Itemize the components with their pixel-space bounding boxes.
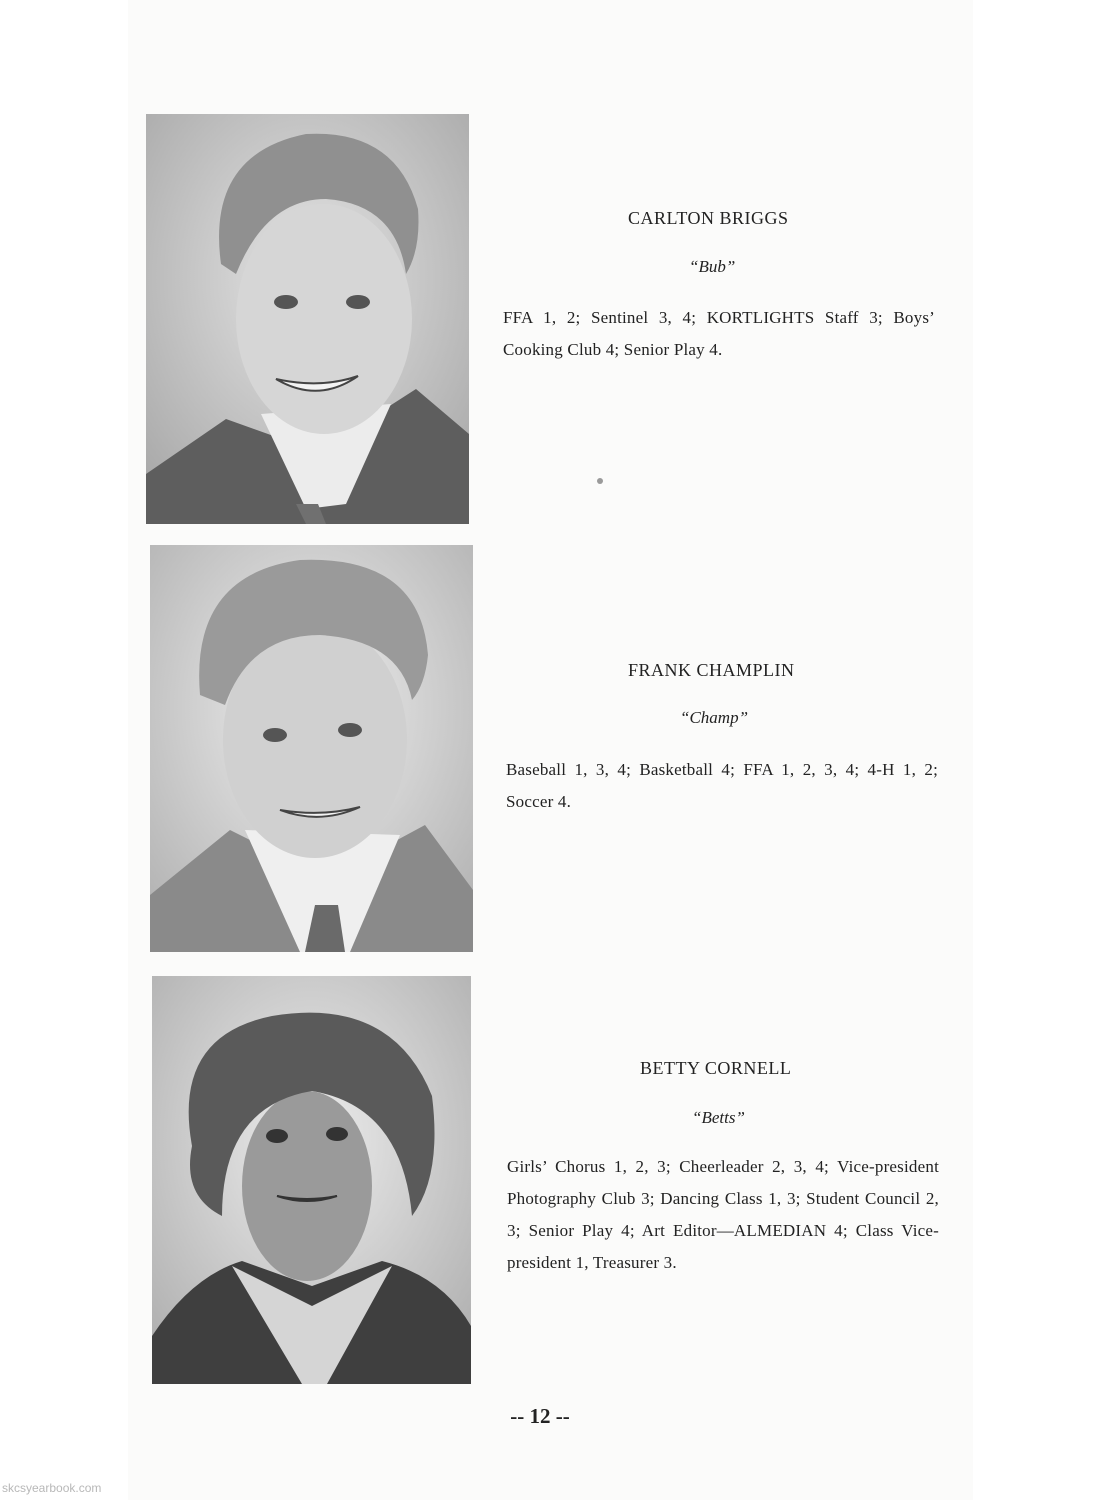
student-photo-betty-cornell xyxy=(152,976,471,1384)
site-watermark: skcsyearbook.com xyxy=(2,1481,102,1495)
student-name: CARLTON BRIGGS xyxy=(628,208,789,228)
page-number: -- 12 -- xyxy=(510,1404,570,1428)
student-activities: FFA 1, 2; Sentinel 3, 4; KORTLIGHTS Staff 3; Boys’ Cooking Club 4; Senior Play 4. xyxy=(503,308,935,359)
student-name: BETTY CORNELL xyxy=(640,1058,792,1078)
paper-speck xyxy=(597,478,603,484)
student-photo-carlton-briggs xyxy=(146,114,469,524)
student-nickname: “Betts” xyxy=(692,1108,745,1127)
student-name: FRANK CHAMPLIN xyxy=(628,660,795,680)
student-activities: Girls’ Chorus 1, 2, 3; Cheerleader 2, 3, 4; Vice-president Photography Club 3; Dancing Class 1, 3; Student Council 2, 3; Senior Play 4; Art Editor—ALMEDIAN 4; Class Vice-president 1, Treasurer 3. xyxy=(507,1157,939,1272)
student-activities: Baseball 1, 3, 4; Basketball 4; FFA 1, 2, 3, 4; 4-H 1, 2; Soccer 4. xyxy=(506,760,938,811)
student-nickname: “Champ” xyxy=(680,708,749,727)
student-nickname: “Bub” xyxy=(689,257,736,276)
student-photo-frank-champlin xyxy=(150,545,473,952)
